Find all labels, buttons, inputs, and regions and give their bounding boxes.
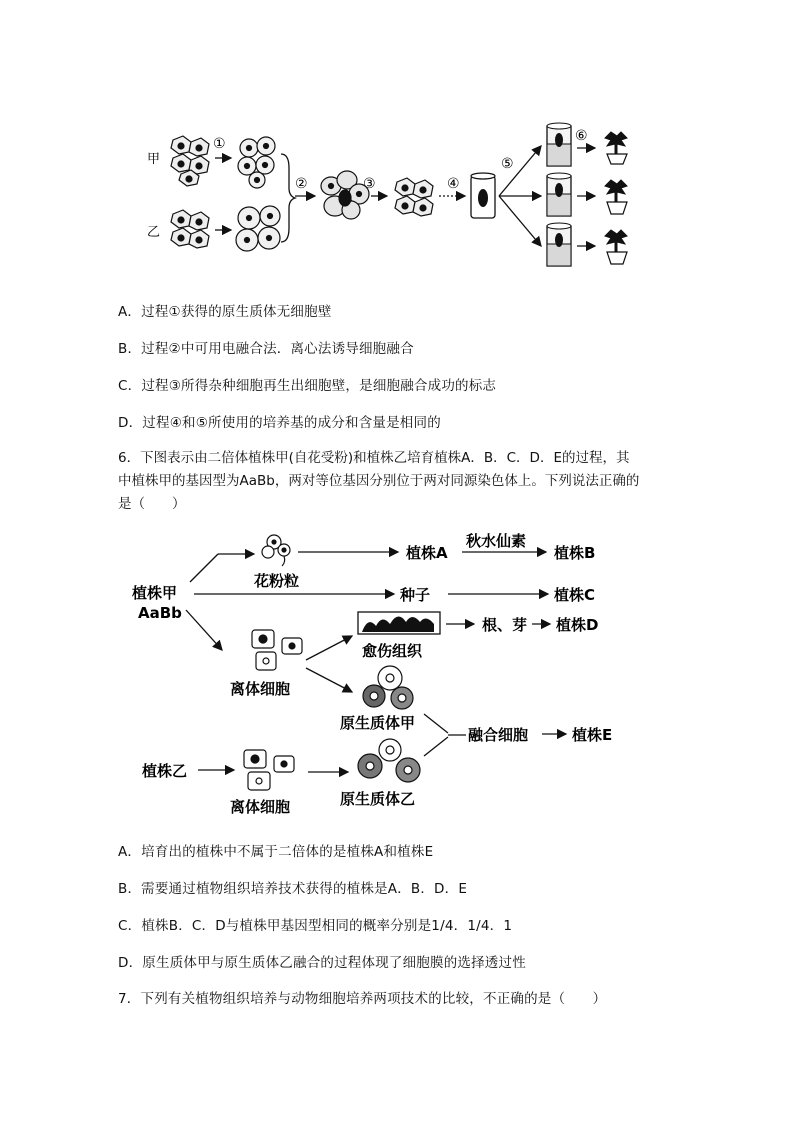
q5-option-a: A．过程①获得的原生质体无细胞壁 — [118, 304, 332, 320]
q5-option-b: B．过程②中可用电融合法．离心法诱导细胞融合 — [118, 341, 414, 357]
brace — [281, 154, 295, 242]
protoplast-jia-label: 原生质体甲 — [340, 714, 416, 732]
label-jia: 甲 — [147, 152, 161, 167]
protoplast-yi-icon — [358, 739, 420, 782]
isolated-cell-1-label: 离体细胞 — [230, 680, 291, 698]
step-6-label: ⑥ — [575, 128, 588, 144]
potted-plant-3 — [605, 230, 627, 264]
q6-option-a: A．培育出的植株中不属于二倍体的是植株A和植株E — [118, 844, 434, 860]
step-2-label: ② — [295, 176, 308, 192]
step-3-label: ③ — [363, 176, 376, 192]
seed-label: 种子 — [400, 586, 431, 604]
callus-tissue-icon — [358, 612, 440, 634]
q6-stem-line2: 中植株甲的基因型为AaBb，两对等位基因分别位于两对同源染色体上。下列说法正确的 — [118, 473, 640, 489]
q6-stem — [118, 447, 678, 516]
pollen-label: 花粉粒 — [254, 572, 300, 590]
pollen-grains-icon — [262, 535, 290, 566]
step-1-label: ① — [213, 136, 226, 152]
protoplast-fusion-diagram — [135, 118, 655, 280]
hybrid-cell-cluster — [395, 178, 433, 216]
callus-label: 愈伤组织 — [362, 642, 423, 660]
cell-cluster-jia — [171, 136, 209, 186]
seedling-tube-1 — [547, 123, 571, 166]
potted-plant-1 — [605, 132, 627, 164]
plant-e-label: 植株E — [572, 726, 613, 744]
plant-c-label: 植株C — [554, 586, 596, 604]
isolated-cell-2-label: 离体细胞 — [230, 798, 291, 816]
colchicine-label: 秋水仙素 — [466, 532, 527, 550]
plant-d-label: 植株D — [556, 616, 599, 634]
q6-stem-line1: 6．下图表示由二倍体植株甲(自花受粉)和植株乙培育植株A．B．C．D．E的过程，其 — [118, 450, 630, 466]
seedling-tube-2 — [547, 173, 571, 216]
protoplast-yi-label: 原生质体乙 — [340, 790, 416, 808]
root-bud-label: 根、芽 — [482, 616, 528, 634]
q5-option-d: D．过程④和⑤所使用的培养基的成分和含量是相同的 — [118, 415, 441, 431]
isolated-cells-1 — [252, 630, 302, 670]
q7-stem: 7．下列有关植物组织培养与动物细胞培养两项技术的比较，不正确的是（ ） — [118, 991, 607, 1007]
step-5-label: ⑤ — [501, 156, 514, 172]
protoplasts-jia — [238, 137, 275, 188]
genotype-label: AaBb — [138, 604, 182, 622]
label-yi: 乙 — [147, 225, 161, 240]
plant-yi-label: 植株乙 — [142, 762, 188, 780]
fusing-cells — [321, 171, 369, 219]
q5-option-c: C．过程③所得杂种细胞再生出细胞壁，是细胞融合成功的标志 — [118, 378, 497, 394]
fused-cell-label: 融合细胞 — [468, 726, 529, 744]
step-4-label: ④ — [447, 176, 460, 192]
callus-culture-tube — [471, 173, 495, 218]
protoplasts-yi — [236, 206, 280, 251]
protoplast-jia-icon — [363, 666, 413, 709]
potted-plant-2 — [605, 180, 627, 214]
plant-breeding-diagram — [118, 528, 638, 828]
q6-option-d: D．原生质体甲与原生质体乙融合的过程体现了细胞膜的选择透过性 — [118, 955, 526, 971]
plant-a-label: 植株A — [406, 544, 448, 562]
q6-stem-line3: 是（ ） — [118, 496, 186, 512]
plant-b-label: 植株B — [554, 544, 596, 562]
plant-jia-label: 植株甲 — [132, 584, 178, 602]
q6-option-b: B．需要通过植物组织培养技术获得的植株是A．B．D．E — [118, 881, 468, 897]
isolated-cells-2 — [244, 750, 294, 790]
cell-cluster-yi — [171, 210, 209, 248]
q6-option-c: C．植株B．C．D与植株甲基因型相同的概率分别是1/4．1/4．1 — [118, 918, 513, 934]
seedling-tube-3 — [547, 223, 571, 266]
